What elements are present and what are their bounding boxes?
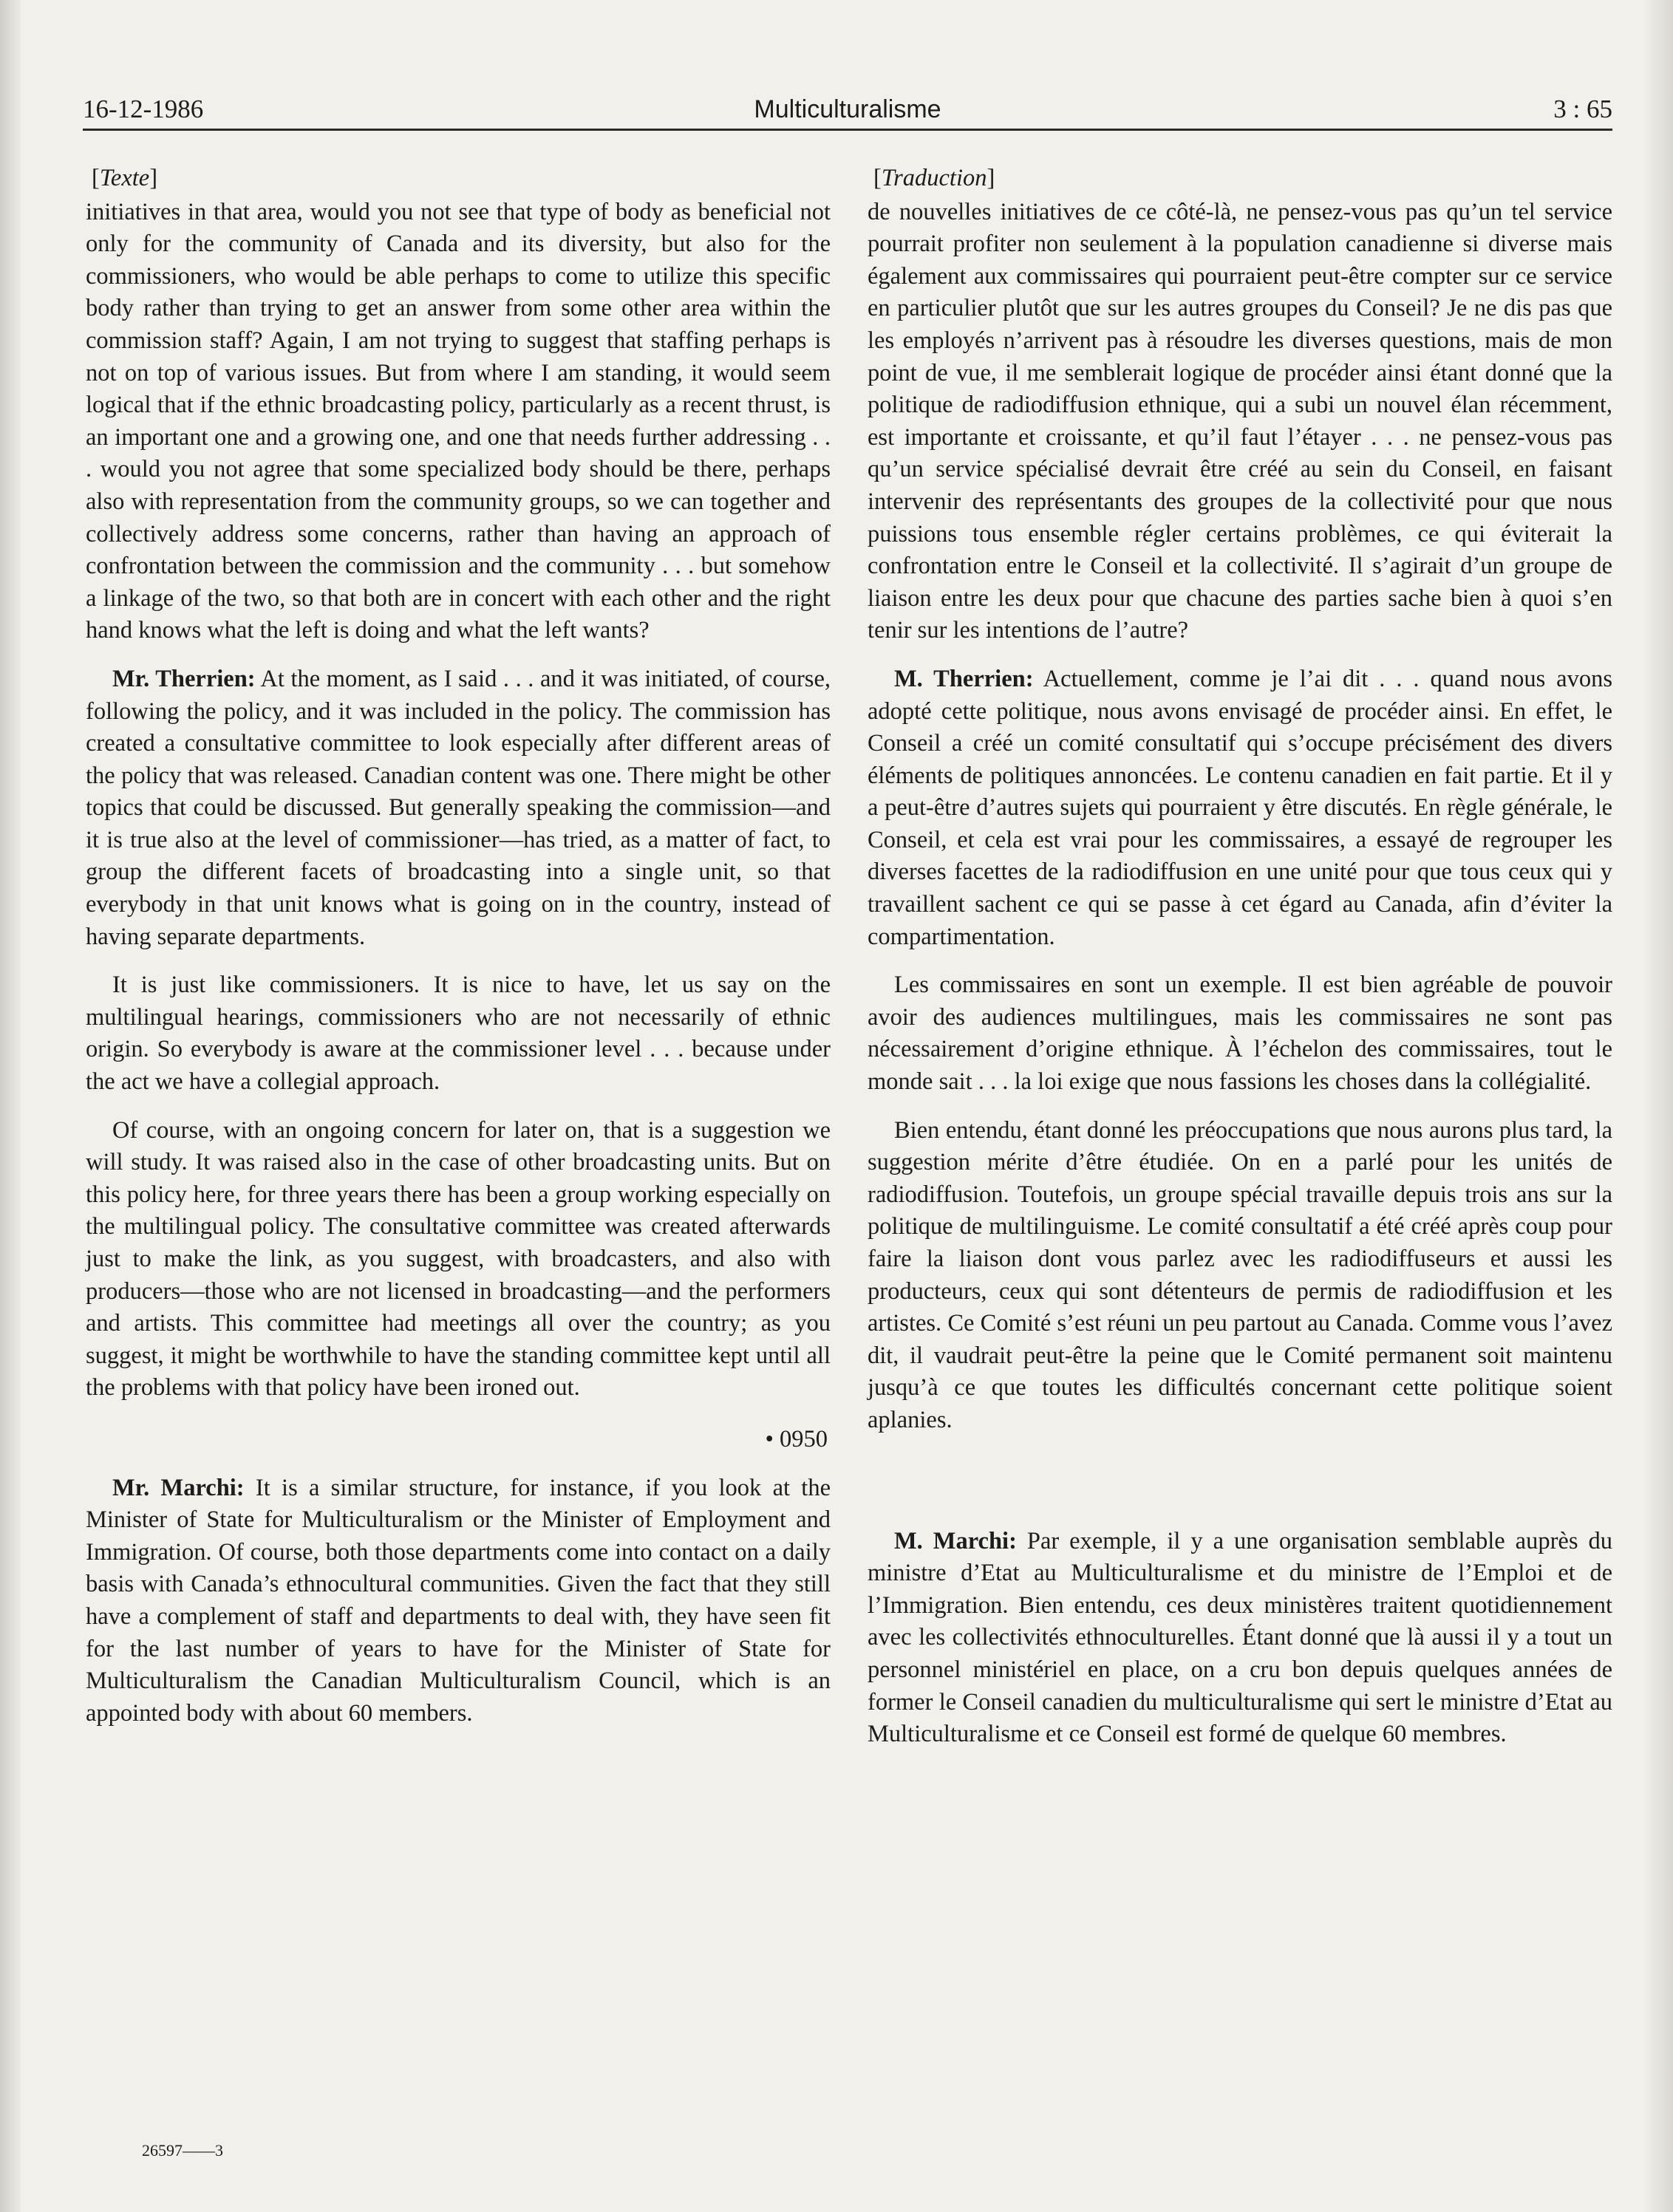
language-label-french: [Traduction] [873,165,995,191]
speaker-name: M. Therrien: [894,665,1034,692]
page-edge-shadow [1643,0,1673,2212]
paragraph: M. Therrien: Actuellement, comme je l’ai dit . . . quand nous avons adopté cette politique, nous avons envisagé de procéder ainsi. En effet, le Conseil a créé un comité consultatif qui s’occupe précisément des divers éléments de politiques annoncées. Le contenu canadien en fait partie. Et il y a peut-être d’autres sujets qui pourraient y être discutés. En règle générale, le Conseil, et cela est vrai pour les commissaires, a essayé de regrouper les diverses facettes de la radiodiffusion en une unité pour que tous ceux qui y travaillent sachent ce qui se passe à cet égard au Canada, afin d’éviter la compartimentation. [868,665,1612,950]
header-date: 16-12-1986 [83,95,204,123]
page-spine-shadow [0,0,21,2212]
time-marker: • 0950 [765,1425,828,1453]
paragraph: de nouvelles initiatives de ce côté-là, ne pensez-vous pas qu’un tel service pourrait profiter non seulement à la population canadienne si diverse mais également aux commissaires qui pourraient peut-être compter sur ce service en particulier plutôt que sur les autres groupes du Conseil? Je ne dis pas que les employés n’arrivent pas à résoudre les diverses questions, mais de mon point de vue, il me semblerait logique de procéder ainsi étant donné que la politique de radiodiffusion ethnique, qui a subi un nouvel élan récemment, est importante et croissante, et qu’il faut l’étayer . . . ne pensez-vous pas qu’un service spécialisé devrait être créé au sein du Conseil, en faisant intervenir des représentants des groupes de la collectivité pour que nous puissions tous ensemble régler certains problèmes, ce qui éviterait la confrontation entre le Conseil et la collectivité. Il s’agirait d’un groupe de liaison entre les deux pour que chacune des parties sache bien à quoi s’en tenir sur les intentions de l’autre? [868,198,1612,644]
english-column [86,163,831,1730]
header-page-number: 3 : 65 [1553,95,1612,123]
paragraph: It is just like commissioners. It is nice to have, let us say on the multilingual hearings, commissioners who are not necessarily of ethnic origin. So everybody is aware at the commissioner level . . . because under the act we have a collegial approach. [86,972,831,1096]
paragraph: M. Marchi: Par exemple, il y a une organisation semblable auprès du ministre d’Etat au Multiculturalisme et du ministre de l’Emploi et de l’Immigration. Bien entendu, ces deux ministères traitent quotidiennement avec les collectivités ethnoculturelles. Étant donné que là aussi il y a tout un personnel ministériel en place, on a cru bon depuis quelques années de former le Conseil canadien du multiculturalisme qui sert le ministre d’Etat au Multiculturalisme et ce Conseil est formé de quelque 60 membres. [868,1527,1612,1748]
paragraph: initiatives in that area, would you not see that type of body as beneficial not only for the community of Canada and its diversity, but also for the commissioners, who would be able perhaps to come to utilize this specific body rather than trying to get an answer from some other area within the commission staff? Again, I am not trying to suggest that staffing perhaps is not on top of various issues. But from where I am standing, it would seem logical that if the ethnic broadcasting policy, particularly as a recent thrust, is an important one and a growing one, and one that needs further addressing . . . would you not agree that some specialized body should be there, perhaps also with representation from the community groups, so we can together and collectively address some concerns, rather than having an approach of confrontation between the commission and the community . . . but somehow a linkage of the two, so that both are in concert with each other and the right hand knows what the left is doing and what the left wants? [86,198,831,644]
speaker-name: Mr. Therrien: [112,665,256,692]
french-column [868,163,1612,1751]
footer-code: 26597——3 [142,2141,223,2160]
paragraph: Mr. Marchi: It is a similar structure, for instance, if you look at the Minister of State for Multiculturalism or the Minister of Employment and Immigration. Of course, both those departments come into contact on a daily basis with Canada’s ethnocultural communities. Given the fact that they still have a complement of staff and departments to deal with, they have seen fit for the last number of years to have for the Minister of State for Multiculturalism the Canadian Multiculturalism Council, which is an appointed body with about 60 members. [86,1474,831,1727]
paragraph: Bien entendu, étant donné les préoccupations que nous aurons plus tard, la suggestion mérite d’être étudiée. On en a parlé pour les unités de radiodiffusion. Toutefois, un groupe spécial travaille depuis trois ans sur la politique de multilinguisme. Le comité consultatif a été créé après coup pour faire la liaison dont vous parlez avec les radiodiffuseurs et aussi les producteurs, ceux qui sont détenteurs de permis de radiodiffusion et les artistes. Ce Comité s’est réuni un peu partout au Canada. Comme vous l’avez dit, il vaudrait peut-être la peine que le Comité permanent soit maintenu jusqu’à ce que toutes les difficultés concernant cette politique soient aplanies. [868,1116,1612,1433]
header-rule [83,129,1612,131]
paragraph: Of course, with an ongoing concern for later on, that is a suggestion we will study. It was raised also in the case of other broadcasting units. But on this policy here, for three years there has been a group working especially on the multilingual policy. The consultative committee was created afterwards just to make the link, as you suggest, with broadcasters, and also with producers—those who are not licensed in broadcasting—and the performers and artists. This committee had meetings all over the country; as you suggest, it might be worthwhile to have the standing committee kept until all the problems with that policy have been ironed out. [86,1116,831,1402]
paragraph: Mr. Therrien: At the moment, as I said . . . and it was initiated, of course, following the policy, and it was included in the policy. The commission has created a consultative committee to look especially after different areas of the policy that was released. Canadian content was one. There might be other topics that could be discussed. But generally speaking the commission—and it is true also at the level of commissioner—has tried, as a matter of fact, to group the different facets of broadcasting into a single unit, so that everybody in that unit knows what is going on in the country, instead of having separate departments. [86,665,831,950]
language-label-english: [Texte] [92,165,158,191]
paragraph: Les commissaires en sont un exemple. Il est bien agréable de pouvoir avoir des audiences multilingues, mais les commissaires ne sont pas nécessairement d’origine ethnique. À l’échelon des commissaires, tout le monde sait . . . la loi exige que nous fassions les choses dans la collégialité. [868,972,1612,1096]
header-title: Multiculturalisme [754,95,941,123]
speaker-name: M. Marchi: [894,1527,1017,1554]
speaker-name: Mr. Marchi: [112,1474,245,1501]
running-header [83,90,1612,129]
